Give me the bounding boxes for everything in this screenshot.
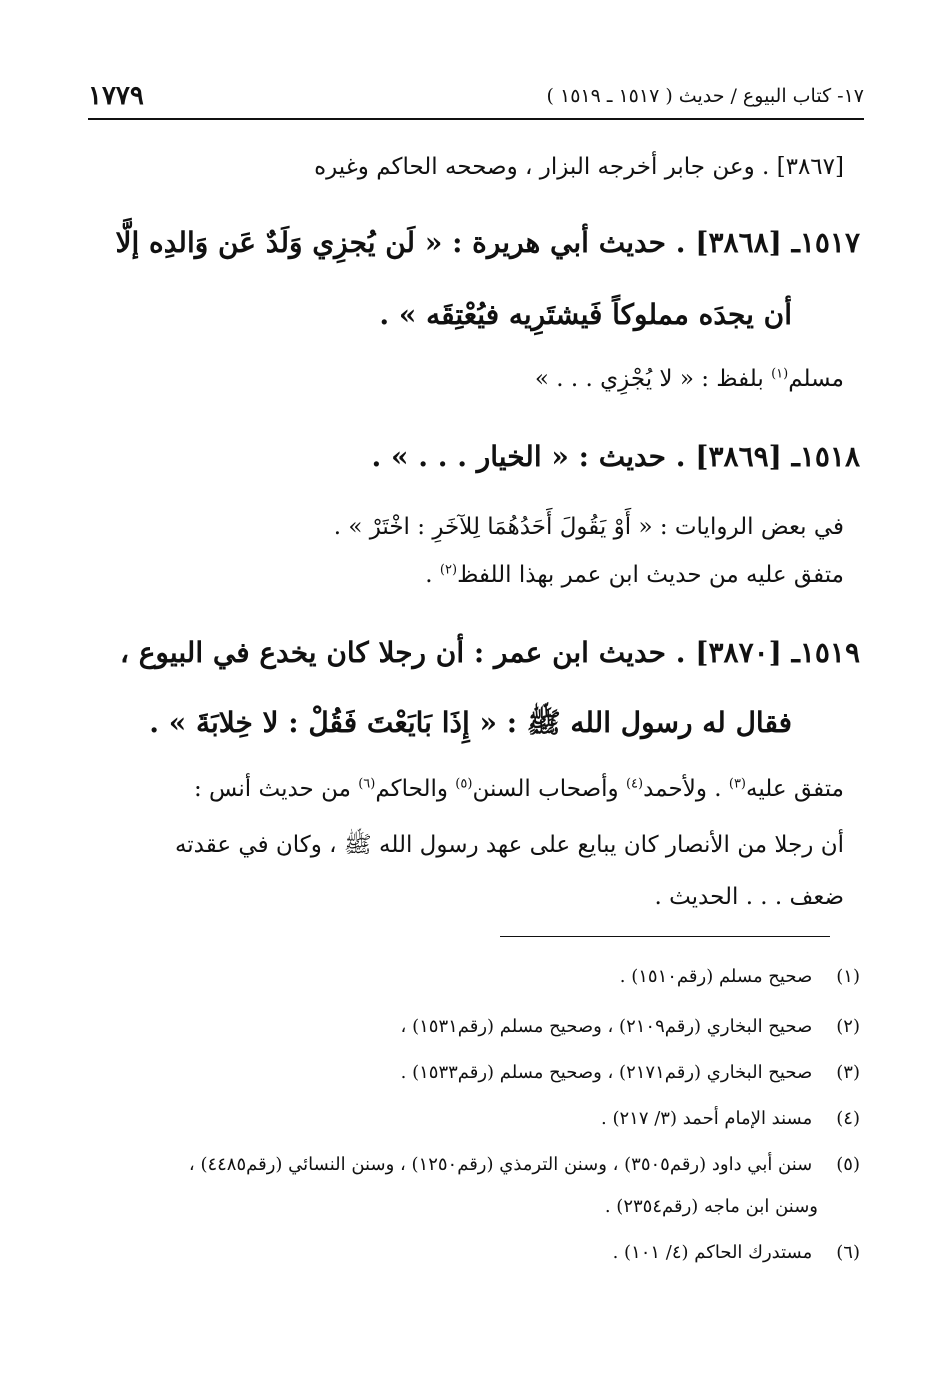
muslim-note-quote: بلفظ : « لا يُجْزِي . . . » <box>534 366 772 392</box>
muttafaq-line <box>425 562 844 588</box>
paragraph-seg: من حديث أنس : <box>194 776 359 802</box>
muttafaq-text: متفق عليه من حديث ابن عمر بهذا اللفظ <box>457 562 844 588</box>
footnote-number: (٣) <box>836 1062 860 1083</box>
page-number: ١٧٧٩ <box>88 81 144 111</box>
footnote-number: (٥) <box>836 1154 860 1175</box>
footnote-number: (٢) <box>836 1016 860 1037</box>
footnote-3 <box>401 1062 860 1083</box>
muslim-note-text: مسلم <box>788 366 844 392</box>
footnote-text: سنن أبي داود (رقم٣٥٠٥) ، وسنن الترمذي (رقم١٢٥٠) ، وسنن النسائي (رقم٤٤٨٥) ، <box>188 1154 813 1175</box>
footnote-ref-5: (٥) <box>455 776 473 792</box>
footnote-text: مسند الإمام أحمد (٣/ ٢١٧) . <box>601 1108 813 1129</box>
footnote-number: (٤) <box>836 1108 860 1129</box>
page-header <box>88 76 864 116</box>
footnote-ref-3: (٣) <box>728 776 746 792</box>
footnote-text: صحيح البخاري (رقم٢١٠٩) ، وصحيح مسلم (رقم١٥٣١) ، <box>400 1016 813 1037</box>
running-title: ١٧- كتاب البيوع / حديث ( ١٥١٧ ـ ١٥١٩ ) <box>546 85 864 107</box>
footnote-5-continuation: وسنن ابن ماجه (رقم٢٣٥٤) . <box>604 1196 818 1217</box>
footnote-ref-4: (٤) <box>625 776 644 792</box>
paragraph-seg: وأصحاب السنن <box>472 776 626 802</box>
body-line-3867: [٣٨٦٧] . وعن جابر أخرجه البزار ، وصححه الحاكم وغيره <box>314 154 844 180</box>
paragraph-line-1 <box>194 776 844 802</box>
footnote-2 <box>401 1016 860 1037</box>
hadith-1517-heading: ١٥١٧ـ [٣٨٦٨] . حديث أبي هريرة : « لَن يُجزِي وَلَدٌ عَن وَالدِه إلَّا <box>115 226 860 259</box>
footnote-6 <box>613 1242 860 1263</box>
footnote-5 <box>189 1154 860 1175</box>
header-rule <box>88 118 864 120</box>
riwayat-line: في بعض الروايات : « أَوْ يَقُولَ أَحَدُهُمَا لِلآخَرِ : اخْتَرْ » . <box>333 514 844 540</box>
paragraph-seg: متفق عليه <box>746 776 844 802</box>
footnote-text: صحيح البخاري (رقم٢١٧١) ، وصحيح مسلم (رقم١٥٣٣) . <box>400 1062 813 1083</box>
hadith-1519-continuation: فقال له رسول الله ﷺ : « إِذَا بَايَعْتَ فَقُلْ : لا خِلابَةَ » . <box>149 706 792 739</box>
footnote-ref-2: (٢) <box>439 562 458 578</box>
hadith-1517-continuation: أن يجدَه مملوكاً فَيشتَرِيه فيُعْتِقَه » . <box>379 298 792 331</box>
footnote-number: (١) <box>836 966 860 987</box>
footnote-rule <box>500 936 830 937</box>
footnote-number: (٦) <box>836 1242 860 1263</box>
footnote-text: مستدرك الحاكم (٤/ ١٠١) . <box>612 1242 813 1263</box>
paragraph-seg: . ولأحمد <box>643 776 729 802</box>
muslim-note <box>535 366 844 392</box>
hadith-1519-heading: ١٥١٩ـ [٣٨٧٠] . حديث ابن عمر : أن رجلا كان يخدع في البيوع ، <box>119 636 860 669</box>
paragraph-seg: والحاكم <box>375 776 456 802</box>
muttafaq-end: . <box>425 562 440 588</box>
footnote-4 <box>601 1108 860 1129</box>
footnote-1 <box>620 966 860 987</box>
footnote-ref-6: (٦) <box>358 776 376 792</box>
paragraph-line-2: أن رجلا من الأنصار كان يبايع على عهد رسول الله ﷺ ، وكان في عقدته <box>174 832 844 858</box>
paragraph-line-3: ضعف . . . الحديث . <box>654 884 844 910</box>
footnote-text: صحيح مسلم (رقم١٥١٠) . <box>619 966 813 987</box>
hadith-1518-heading: ١٥١٨ـ [٣٨٦٩] . حديث : « الخيار . . . » . <box>371 440 860 473</box>
footnote-ref-1: (١) <box>771 366 789 382</box>
